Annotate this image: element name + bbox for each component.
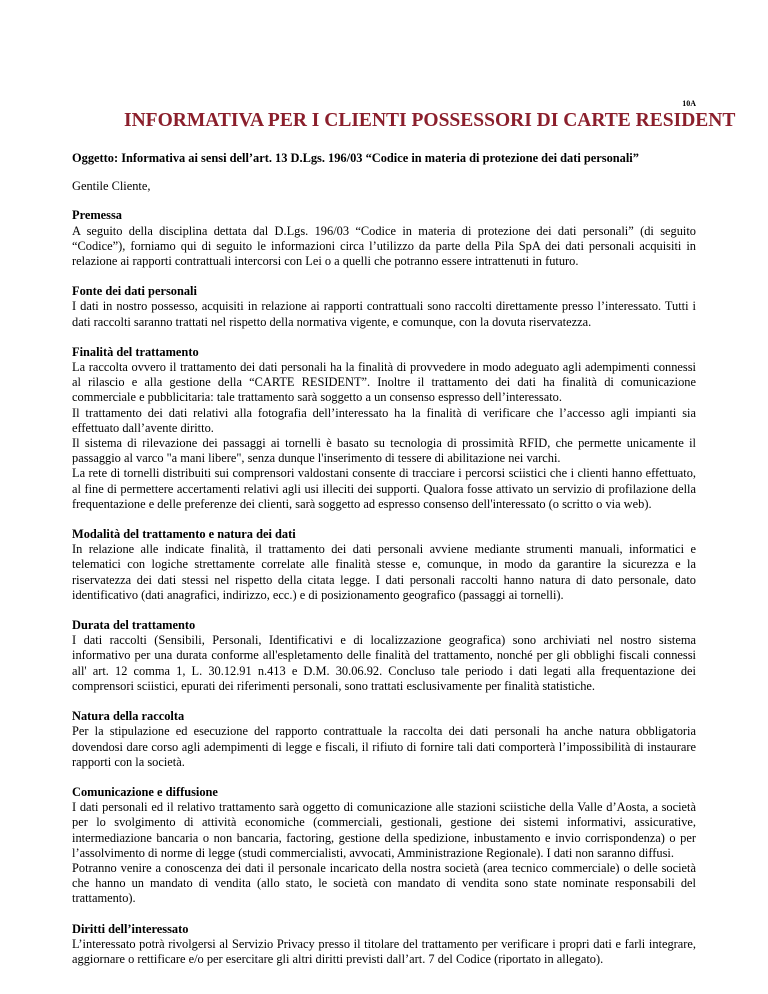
document-title: INFORMATIVA PER I CLIENTI POSSESSORI DI CARTE RESIDENT: [124, 110, 736, 131]
section-paragraph: Potranno venire a conoscenza dei dati il personale incaricato della nostra società (area tecnico commerciale) o delle società che hanno un mandato di vendita (allo stato, le società con mandato di vendita sono state nominate responsabili del trattamento).: [72, 860, 696, 906]
section-paragraph: Il trattamento dei dati relativi alla fotografia dell’interessato ha la finalità di verificare che l’accesso agli impianti sia effettuato dall’avente diritto.: [72, 405, 696, 435]
section-title: Diritti dell’interessato: [72, 921, 189, 936]
section-paragraph: Il sistema di rilevazione dei passaggi ai tornelli è basato su tecnologia di prossimità RFID, che permette unicamente il passaggio al varco "a mani libere", senza dunque l'inserimento di tessere di abilitazione nei varchi.: [72, 436, 696, 466]
greeting: Gentile Cliente,: [72, 179, 151, 194]
section-finalita: [72, 345, 696, 512]
section-paragraph: In relazione alle indicate finalità, il trattamento dei dati personali avviene mediante strumenti manuali, informatici e telematici con logiche strettamente correlate alle finalità stesse e, comunque, in modo da garantire la sicurezza e la riservatezza dei dati stessi nel rispetto della citata legge. I dati personali raccolti hanno natura di dato personale, dato identificativo (dati anagrafici, indirizzo, ecc.) e di posizionamento geografico (passaggi ai tornelli).: [72, 542, 696, 602]
section-diritti: [72, 922, 696, 968]
document-code: 10A: [682, 99, 696, 108]
section-paragraph: I dati personali ed il relativo trattamento sarà oggetto di comunicazione alle stazioni sciistiche della Valle d’Aosta, a società per lo svolgimento di attività economiche (commerciali, gestionali, gestione dei sistemi informativi, assicurative, intermediazione bancaria o non bancaria, factoring, gestione della spedizione, inbustamento e invio corrispondenza) o per l’assolvimento di norme di legge (studi commercialisti, avvocati, Amministrazione Regionale). I dati non saranno diffusi.: [72, 800, 696, 860]
section-paragraph: L’interessato potrà rivolgersi al Servizio Privacy presso il titolare del trattamento per verificare i propri dati e farli integrare, aggiornare o rettificare e/o per esercitare gli altri diritti previsti dall’art. 7 del Codice (riportato in allegato).: [72, 936, 696, 966]
section-title: Durata del trattamento: [72, 618, 196, 633]
section-title: Comunicazione e diffusione: [72, 784, 218, 799]
section-title: Premessa: [72, 208, 123, 223]
section-title: Natura della raccolta: [72, 709, 185, 724]
document-body: [72, 151, 696, 982]
section-paragraph: Per la stipulazione ed esecuzione del rapporto contrattuale la raccolta dei dati personali ha anche natura obbligatoria dovendosi dare corso agli adempimenti di legge e fiscali, il rifiuto di fornire tali dati comporterà l’impossibilità di instaurare rapporti con la società.: [72, 724, 696, 769]
subject-line: Oggetto: Informativa ai sensi dell’art. 13 D.Lgs. 196/03 “Codice in materia di protezione dei dati personali”: [72, 151, 639, 165]
section-natura-raccolta: [72, 709, 696, 770]
section-modalita: [72, 527, 696, 603]
section-title: Modalità del trattamento e natura dei dati: [72, 527, 296, 542]
section-durata: [72, 618, 696, 694]
section-title: Fonte dei dati personali: [72, 284, 197, 299]
section-comunicazione: [72, 785, 696, 907]
section-premessa: [72, 208, 696, 269]
section-paragraph: I dati raccolti (Sensibili, Personali, Identificativi e di localizzazione geografica) sono archiviati nel nostro sistema informativo per una durata conforme all'espletamento delle finalità del trattamento, nonché per gli obblighi fiscali connessi all' art. 12 comma 1, L. 30.12.91 n.413 e D.M. 30.06.92. Concluso tale periodo i dati legati alla frequentazione dei comprensori sciistici, epurati dei riferimenti personali, sono trattati esclusivamente per finalità statistiche.: [72, 633, 696, 693]
section-paragraph: La rete di tornelli distribuiti sui comprensori valdostani consente di tracciare i percorsi sciistici che i clienti hanno effettuato, al fine di permettere accertamenti relativi agli usi illeciti dei supporti. Qualora fosse attivato un servizio di profilazione della frequentazione e delle preferenze dei clienti, sarà soggetto ad espresso consenso dell'interessato (o scritto o via web).: [72, 466, 696, 511]
section-title: Finalità del trattamento: [72, 344, 199, 359]
section-paragraph: A seguito della disciplina dettata dal D.Lgs. 196/03 “Codice in materia di protezione dei dati personali” (di seguito “Codice”), forniamo qui di seguito le informazioni circa l’utilizzo da parte della Pila SpA dei dati personali acquisiti in relazione ai rapporti contrattuali intercorsi con Lei o a quelli che potranno essere intrattenuti in futuro.: [72, 223, 696, 269]
section-paragraph: La raccolta ovvero il trattamento dei dati personali ha la finalità di provvedere in modo adeguato agli adempimenti connessi al rilascio e alla gestione della “CARTE RESIDENT”. Inoltre il trattamento dei dati ha finalità di comunicazione commerciale e pubblicitaria: tale trattamento sarà soggetto a un consenso espresso dell’interessato.: [72, 360, 696, 405]
section-paragraph: I dati in nostro possesso, acquisiti in relazione ai rapporti contrattuali sono raccolti direttamente presso l’interessato. Tutti i dati raccolti saranno trattati nel rispetto della normativa vigente, e comunque, con la dovuta riservatezza.: [72, 299, 696, 329]
section-fonte-dati: [72, 284, 696, 330]
